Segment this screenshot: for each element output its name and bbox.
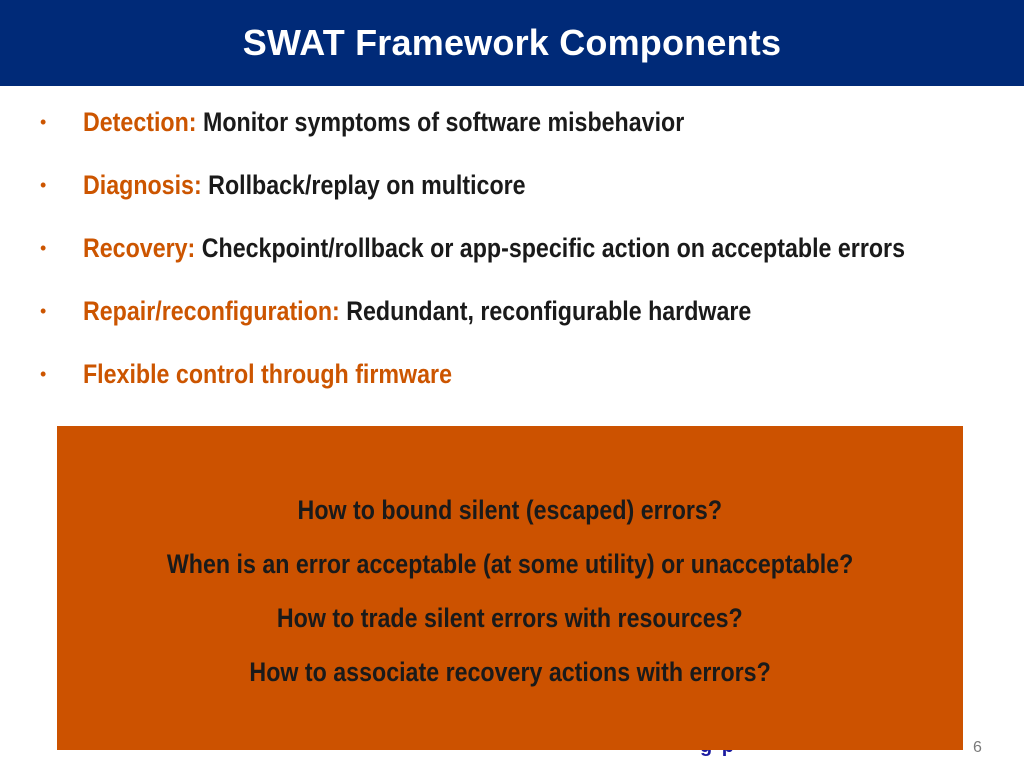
bullet-item-diagnosis bbox=[40, 167, 1024, 230]
title-bar bbox=[0, 0, 1024, 86]
bullet-term: Diagnosis: bbox=[83, 170, 202, 200]
bullet-list bbox=[40, 104, 1024, 419]
bullet-dot: • bbox=[40, 238, 47, 258]
bullet-desc: Monitor symptoms of software misbehavior bbox=[202, 107, 685, 137]
bullet-term: Recovery: bbox=[83, 233, 196, 263]
bullet-item-detection bbox=[40, 104, 1024, 167]
slide-title: SWAT Framework Components bbox=[242, 22, 782, 63]
bullet-term: Flexible control through firmware bbox=[83, 359, 452, 389]
bullet-term: Repair/reconfiguration: bbox=[83, 296, 340, 326]
question-item: When is an error acceptable (at some utility) or unacceptable? bbox=[166, 549, 854, 579]
question-item: How to bound silent (escaped) errors? bbox=[297, 495, 723, 525]
page-number: 6 bbox=[973, 739, 982, 756]
bullet-desc: Redundant, reconfigurable hardware bbox=[346, 296, 752, 326]
question-item: How to trade silent errors with resources? bbox=[277, 603, 743, 633]
bullet-dot: • bbox=[40, 364, 47, 384]
bullet-dot: • bbox=[40, 175, 47, 195]
bullet-desc: Rollback/replay on multicore bbox=[208, 170, 526, 200]
bullet-desc: Checkpoint/rollback or app-specific action on acceptable errors bbox=[201, 233, 906, 263]
bullet-item-repair bbox=[40, 293, 1024, 356]
open-questions-box bbox=[57, 426, 963, 750]
bullet-item-recovery bbox=[40, 230, 1024, 293]
bullet-dot: • bbox=[40, 112, 47, 132]
question-item: How to associate recovery actions with errors? bbox=[249, 657, 771, 687]
bullet-term: Detection: bbox=[83, 107, 197, 137]
bullet-item-firmware bbox=[40, 356, 1024, 419]
bullet-dot: • bbox=[40, 301, 47, 321]
